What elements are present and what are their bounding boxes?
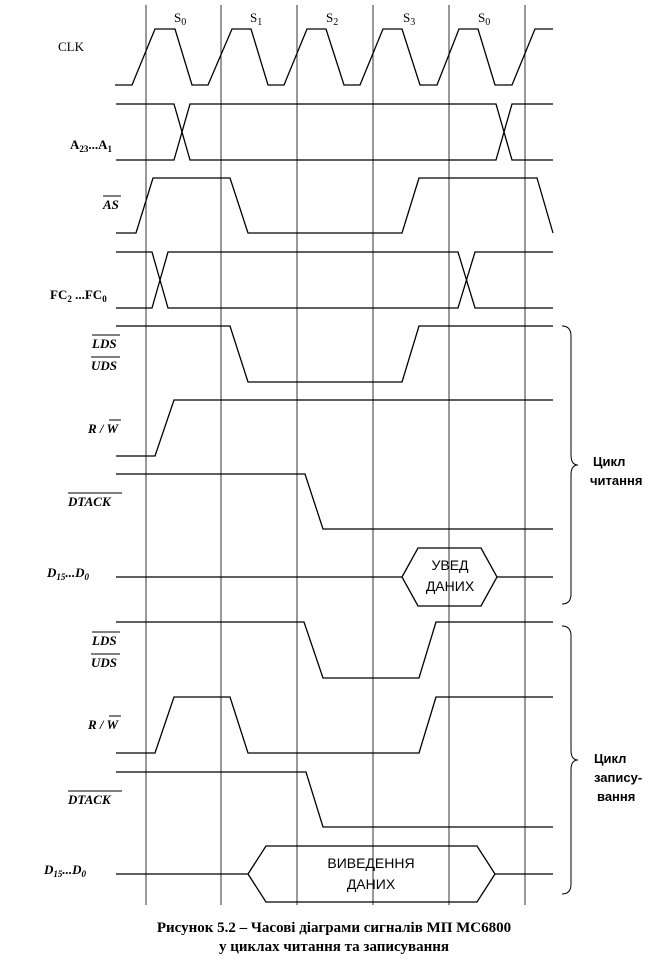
write-lds-uds-waveform: [116, 622, 553, 678]
function-code-label: $FC_2$ $...FC_0$: [50, 287, 107, 304]
figure-caption: [157, 920, 511, 955]
write-dtack-waveform: [116, 772, 553, 827]
write-cycle-brace: [562, 626, 578, 894]
read-uds-label: UDS: [91, 358, 118, 373]
read-data-bus-label: $D_{15}...D_0$: [47, 565, 90, 582]
read-cycle-line2: читання: [590, 473, 643, 488]
state-labels: [174, 10, 490, 28]
write-lds-label: LDS: [92, 633, 117, 648]
state-gridlines: [146, 5, 525, 905]
clk-waveform: [115, 29, 553, 85]
read-lds-label: LDS: [92, 336, 117, 351]
write-data-bus-label: $D_{15}...D_0$: [44, 862, 87, 879]
write-rw-label: R / W: [88, 717, 119, 732]
state-label-s2: $S_2$: [326, 10, 339, 28]
write-rw-waveform: [116, 697, 553, 753]
cycle-braces: [562, 326, 578, 894]
write-uds-label: UDS: [91, 655, 118, 670]
state-label-s0: $S_0$: [174, 10, 187, 28]
read-dtack-waveform: [116, 474, 553, 529]
clk-label: CLK: [58, 39, 84, 54]
state-label-s3: $S_3$: [403, 10, 416, 28]
address-waveform: [116, 104, 553, 160]
read-data-waveform: [116, 548, 553, 606]
read-box-line2: ДАНИХ: [425, 578, 475, 594]
signal-labels: [43, 39, 122, 879]
caption-line2: у циклах читання та записування: [218, 939, 450, 955]
waveforms: [115, 29, 553, 902]
address-bus-label: $A_{23}...A_1$: [70, 137, 113, 154]
read-rw-waveform: [116, 400, 553, 456]
write-cycle-line2: запису-: [594, 770, 643, 785]
write-cycle-line1: Цикл: [594, 751, 627, 766]
state-label-s0-next: $S_0$: [478, 10, 491, 28]
read-cycle-brace: [562, 326, 578, 604]
read-rw-label: R / W: [88, 421, 119, 436]
read-cycle-line1: Цикл: [593, 454, 626, 469]
read-lds-uds-waveform: [116, 326, 553, 382]
as-waveform: [116, 178, 553, 233]
function-code-waveform: [116, 252, 553, 308]
state-label-s1: $S_1$: [250, 10, 263, 28]
read-dtack-label: DTACK: [68, 494, 111, 509]
write-cycle-line3: вання: [597, 789, 636, 804]
read-box-line1: УВЕД: [431, 557, 469, 573]
write-box-line1: ВИВЕДЕННЯ: [327, 855, 415, 871]
data-box-labels: [327, 557, 474, 892]
write-dtack-label: DTACK: [68, 792, 111, 807]
as-label: AS: [103, 197, 119, 212]
cycle-labels: [590, 454, 642, 804]
write-box-line2: ДАНИХ: [346, 876, 396, 892]
caption-line1: Рисунок 5.2 – Часові діаграми сигналів МП МС6800: [156, 920, 512, 936]
